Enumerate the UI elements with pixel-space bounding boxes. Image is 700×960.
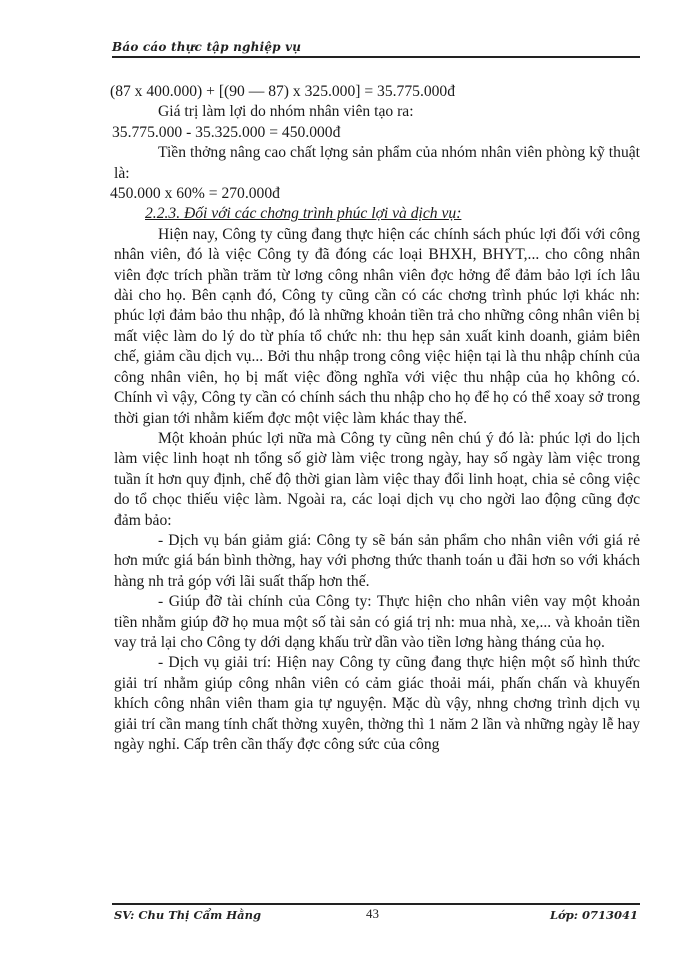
footer-class-code: Lớp: 0713041: [549, 908, 638, 922]
page-body: [110, 82, 640, 755]
page-number: 43: [366, 906, 379, 921]
footer-divider: [112, 903, 640, 905]
calculation-line: (87 x 400.000) + [(90 — 87) x 325.000] = 35.775.000đ: [110, 83, 456, 100]
list-item: - Dịch vụ bán giảm giá: Công ty sẽ bán sản phẩm cho nhân viên với giá rẻ hơn mức giá bán bình thờng, hay với phơng thức thanh toán u đãi hơn so với khách hàng nh trả góp với lãi suất thấp hơn thế.: [114, 531, 640, 590]
body-line: Giá trị làm lợi do nhóm nhân viên tạo ra:: [158, 103, 414, 121]
list-item: - Dịch vụ giải trí: Hiện nay Công ty cũng đang thực hiện một số hình thức giải trí nhằm giúp công nhân viên có cảm giác thoải mái, phấn chấn và khuyến khích công nhân viên tham gia tự nguyện. Mặc dù vậy, nhng chơng trình dịch vụ giải trí cần mang tính chất thờng xuyên, thờng thì 1 năm 2 lần và những ngày lễ hay ngày nghỉ. Cấp trên cần thấy đợc công sức của công: [114, 654, 640, 753]
page-header: [112, 40, 640, 58]
header-title: Báo cáo thực tập nghiệp vụ: [112, 40, 302, 54]
list-item: - Giúp đỡ tài chính của Công ty: Thực hiện cho nhân viên vay một khoản tiền nhằm giúp đỡ họ mua một số tài sản có giá trị nh: mua nhà, xe,... và khoản tiền vay trả lại cho Công ty dới dạng khấu trừ dần vào tiền lơng hàng tháng của họ.: [114, 593, 640, 651]
body-paragraph: Hiện nay, Công ty cũng đang thực hiện các chính sách phúc lợi đối với công nhân viên, đó là việc Công ty đã đóng các loại BHXH, BHYT,... cho công nhân viên đợc trích phần trăm từ lơng công nhân viên đợc hởng để đảm bảo lợi ích lâu dài cho họ. Bên cạnh đó, Công ty cũng cần có các chơng trình phúc lợi khác nh: phúc lợi đảm bảo thu nhập, đó là những khoản tiền trả cho những công nhân viên bị mất việc làm do lý do từ phía tổ chức nh: thu hẹp sản xuất kinh doanh, giảm biên chế, giảm cầu dịch vụ... Bởi thu nhập trong công việc hiện tại là thu nhập chính của công nhân viên, họ bị mất việc đồng nghĩa với việc thu nhập của họ không có. Chính vì vậy, Công ty cần có chính sách thu nhập cho họ để họ có thể xoay sở trong thời gian tới nhằm kiếm đợc một việc làm khác thay thế.: [114, 225, 640, 427]
page-footer: [112, 906, 640, 926]
calculation-line: 35.775.000 - 35.325.000 = 450.000đ: [112, 123, 341, 141]
calculation-line: 450.000 x 60% = 270.000đ: [110, 185, 280, 203]
body-paragraph: Tiền thởng nâng cao chất lợng sản phẩm của nhóm nhân viên phòng kỹ thuật là:: [114, 144, 640, 182]
section-heading: 2.2.3. Đối với các chơng trình phúc lợi và dịch vụ:: [145, 205, 462, 223]
footer-author: SV: Chu Thị Cẩm Hằng: [114, 908, 261, 922]
body-paragraph: Một khoản phúc lợi nữa mà Công ty cũng nên chú ý đó là: phúc lợi do lịch làm việc linh hoạt nh tổng số giờ làm việc trong ngày, hay số ngày làm việc trong tuần ít hơn quy định, chế độ thời gian làm việc thay đổi linh hoạt, chia sẻ công việc do tổ chọc thiếu việc làm. Ngoài ra, các loại dịch vụ cho ngời lao động cũng đợc đảm bảo:: [114, 429, 640, 529]
